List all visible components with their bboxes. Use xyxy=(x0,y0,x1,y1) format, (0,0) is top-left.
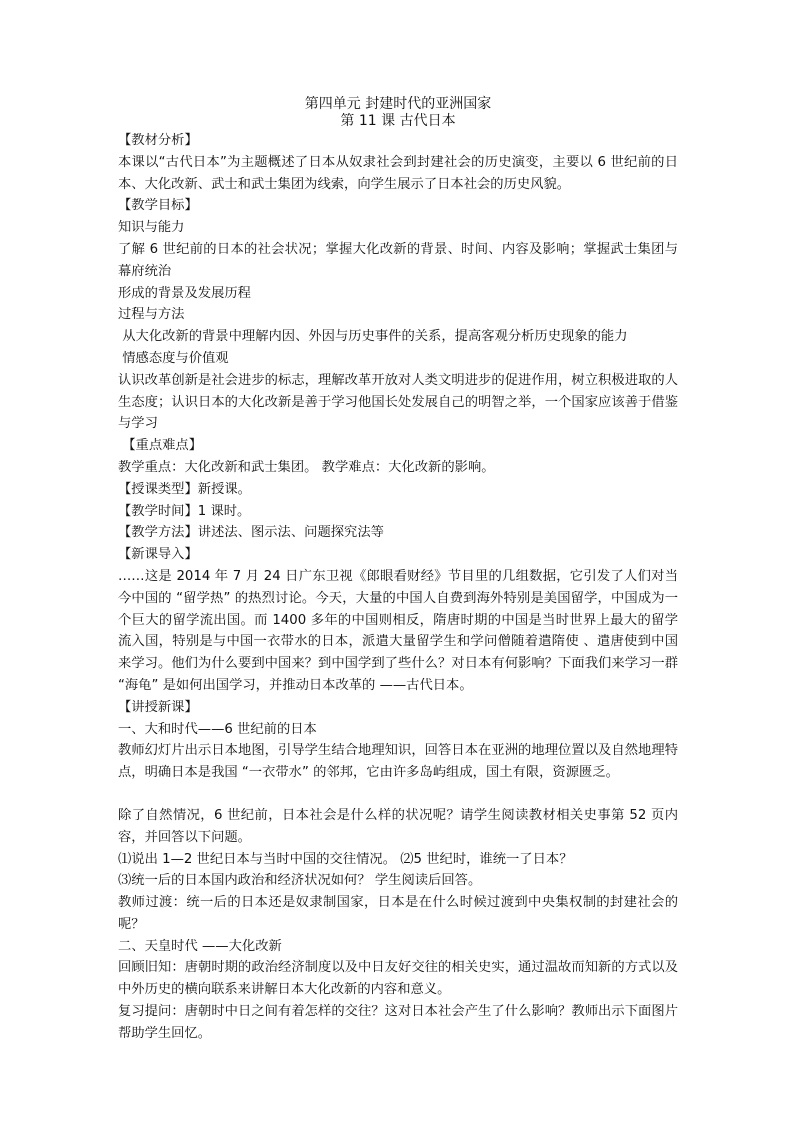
lesson-type: 【授课类型】新授课。 xyxy=(118,481,251,497)
goal-emotion-text: 认识改革创新是社会进步的标志，理解改革开放对人类文明进步的促进作用，树立积极进取的人生态度；认识日本的大化改新是善于学习他国长处发展自己的明智之举，一个国家应该善于借鉴与学习 xyxy=(118,372,678,432)
section-2-paragraph-2: 复习提问：唐朝时中日之间有着怎样的交往？这对日本社会产生了什么影响？教师出示下面图片帮助学生回忆。 xyxy=(118,1004,678,1041)
goal-process-text: 从大化改新的背景中理解内因、外因与历史事件的关系，提高客观分析历史现象的能力 xyxy=(118,329,628,345)
unit-title: 第四单元 封建时代的亚洲国家 xyxy=(304,96,492,112)
heading-intro: 【新课导入】 xyxy=(118,547,198,563)
analysis-paragraph: 本课以“古代日本”为主题概述了日本从奴隶社会到封建社会的历史演变，主要以 6 世纪前的日本、大化改新、武士和武士集团为线索，向学生展示了日本社会的历史风貌。 xyxy=(118,154,678,192)
goal-knowledge-text-cont: 形成的背景及发展历程 xyxy=(118,285,251,301)
blank-line xyxy=(118,784,678,805)
teaching-methods: 【教学方法】讲述法、图示法、问题探究法等 xyxy=(118,525,384,541)
goal-knowledge-heading: 知识与能力 xyxy=(118,220,185,236)
section-1-paragraph-1: 教师幻灯片出示日本地图，引导学生结合地理知识，回答日本在亚洲的地理位置以及自然地理特点，明确日本是我国 “一衣带水” 的邻邦，它由许多岛屿组成，国土有限，资源匮乏。 xyxy=(118,743,678,781)
section-1-question-2: ⑶统一后的日本国内政治和经济状况如何？ 学生阅读后回答。 xyxy=(118,873,482,889)
section-1-title: 一、大和时代——6 世纪前的日本 xyxy=(118,721,317,737)
section-1-question-1: ⑴说出 1—2 世纪日本与当时中国的交往情况。 ⑵5 世纪时，谁统一了日本？ xyxy=(118,851,573,867)
key-points-text: 教学重点：大化改新和武士集团。 教学难点：大化改新的影响。 xyxy=(118,459,495,475)
heading-analysis: 【教材分析】 xyxy=(118,133,198,148)
section-2-title: 二、天皇时代 ——大化改新 xyxy=(118,938,282,954)
section-2-paragraph-1: 回顾旧知：唐朝时期的政治经济制度以及中日友好交往的相关史实，通过温故而知新的方式以及中外历史的横向联系来讲解日本大化改新的内容和意义。 xyxy=(118,960,678,998)
heading-goals: 【教学目标】 xyxy=(118,198,198,214)
goal-knowledge-text: 了解 6 世纪前的日本的社会状况；掌握大化改新的背景、时间、内容及影响；掌握武士集团与幕府统治 xyxy=(118,241,678,279)
document-page xyxy=(118,96,678,1045)
heading-lecture: 【讲授新课】 xyxy=(118,699,198,715)
lesson-time: 【教学时间】1 课时。 xyxy=(118,503,251,519)
goal-emotion-heading: 情感态度与价值观 xyxy=(118,350,229,366)
heading-key-points: 【重点难点】 xyxy=(118,438,203,454)
section-1-paragraph-3: 教师过渡：统一后的日本还是奴隶制国家，日本是在什么时候过渡到中央集权制的封建社会的呢？ xyxy=(118,895,678,932)
goal-process-heading: 过程与方法 xyxy=(118,307,185,323)
intro-paragraph: ……这是 2014 年 7 月 24 日广东卫视《郎眼看财经》节目里的几组数据，它引发了人们对当今中国的 “留学热” 的热烈讨论。今天，大量的中国人自费到海外特别是美国留学，中国成为一个巨大的留学流出国。而 1400 多年的中国则相反，隋唐时期的中国是当时世界上最大的留学流入国，特别是与中国一衣带水的日本，派遣大量留学生和学问僧随着遣隋使 、遣唐使到中国来学习。他们为什么要到中国来？到中国学到了些什么？对日本有何影响？下面我们来学习一群 “海龟” 是如何出国学习，并推动日本改革的 ——古代日本。 xyxy=(118,568,678,693)
section-1-paragraph-2: 除了自然情况，6 世纪前，日本社会是什么样的状况呢？请学生阅读教材相关史事第 52 页内容，并回答以下问题。 xyxy=(118,807,678,845)
lesson-title: 第 11 课 古代日本 xyxy=(340,113,456,129)
